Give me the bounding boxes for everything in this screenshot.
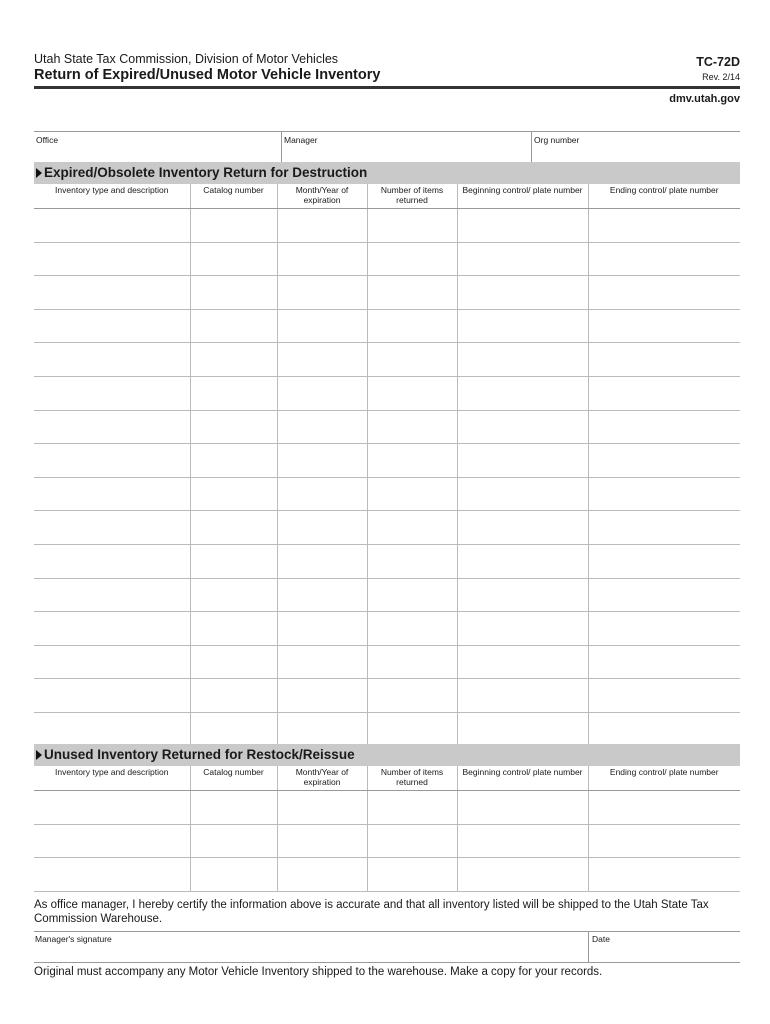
- table-cell[interactable]: [277, 276, 367, 310]
- table-cell[interactable]: [277, 410, 367, 444]
- table-cell[interactable]: [588, 209, 740, 243]
- table-row: [34, 791, 740, 825]
- table-cell[interactable]: [457, 645, 588, 679]
- column-header: Number of items returned: [367, 766, 457, 791]
- table-cell[interactable]: [190, 511, 277, 545]
- table-cell[interactable]: [367, 410, 457, 444]
- section-unused-title: Unused Inventory Returned for Restock/Reissue: [44, 747, 355, 762]
- table-cell[interactable]: [457, 511, 588, 545]
- managers-signature-field[interactable]: [34, 932, 588, 962]
- table-cell[interactable]: [190, 712, 277, 746]
- table-row: [34, 209, 740, 243]
- table-cell[interactable]: [190, 209, 277, 243]
- table-row: [34, 376, 740, 410]
- table-cell[interactable]: [457, 477, 588, 511]
- table-cell[interactable]: [367, 242, 457, 276]
- table-cell[interactable]: [277, 544, 367, 578]
- table-row: [34, 343, 740, 377]
- column-header: Inventory type and description: [34, 766, 190, 791]
- table-cell[interactable]: [457, 242, 588, 276]
- table-cell[interactable]: [367, 376, 457, 410]
- table-cell[interactable]: [367, 343, 457, 377]
- table-cell[interactable]: [34, 578, 190, 612]
- section-expired-title: Expired/Obsolete Inventory Return for Destruction: [44, 165, 368, 180]
- table-cell[interactable]: [34, 645, 190, 679]
- table-cell[interactable]: [457, 343, 588, 377]
- header-divider: [34, 86, 740, 89]
- table-cell[interactable]: [367, 477, 457, 511]
- table-cell[interactable]: [457, 209, 588, 243]
- table-cell[interactable]: [34, 343, 190, 377]
- table-row: [34, 578, 740, 612]
- table-cell[interactable]: [190, 679, 277, 713]
- table-cell[interactable]: [34, 477, 190, 511]
- table-cell[interactable]: [277, 858, 367, 892]
- table-cell[interactable]: [34, 791, 190, 825]
- table-cell[interactable]: [34, 444, 190, 478]
- table-cell[interactable]: [588, 410, 740, 444]
- table-cell[interactable]: [190, 343, 277, 377]
- table-cell[interactable]: [588, 824, 740, 858]
- table-row: [34, 858, 740, 892]
- table-cell[interactable]: [457, 444, 588, 478]
- table-cell[interactable]: [457, 544, 588, 578]
- table-cell[interactable]: [457, 858, 588, 892]
- table-cell[interactable]: [277, 444, 367, 478]
- table-cell[interactable]: [190, 612, 277, 646]
- table-cell[interactable]: [588, 242, 740, 276]
- table-cell[interactable]: [588, 276, 740, 310]
- table-cell[interactable]: [190, 410, 277, 444]
- table-cell[interactable]: [190, 477, 277, 511]
- triangle-right-icon: [36, 168, 42, 178]
- table-cell[interactable]: [277, 791, 367, 825]
- table-cell[interactable]: [34, 242, 190, 276]
- table-cell[interactable]: [367, 444, 457, 478]
- form-revision: Rev. 2/14: [702, 72, 740, 82]
- table-cell[interactable]: [367, 612, 457, 646]
- table-cell[interactable]: [34, 511, 190, 545]
- table-cell[interactable]: [277, 645, 367, 679]
- table-cell[interactable]: [588, 477, 740, 511]
- table-cell[interactable]: [190, 858, 277, 892]
- table-cell[interactable]: [588, 511, 740, 545]
- table-cell[interactable]: [277, 309, 367, 343]
- table-cell[interactable]: [277, 242, 367, 276]
- column-header: Beginning control/ plate number: [457, 766, 588, 791]
- table-row: [34, 276, 740, 310]
- table-row: [34, 444, 740, 478]
- table-cell[interactable]: [277, 612, 367, 646]
- table-cell[interactable]: [367, 824, 457, 858]
- agency-name: Utah State Tax Commission, Division of Motor Vehicles: [34, 52, 339, 66]
- table-cell[interactable]: [588, 544, 740, 578]
- manager-label: Manager: [284, 135, 318, 145]
- table-cell[interactable]: [367, 544, 457, 578]
- table-cell[interactable]: [457, 791, 588, 825]
- expired-inventory-table: [34, 184, 740, 747]
- table-cell[interactable]: [367, 645, 457, 679]
- table-cell[interactable]: [34, 612, 190, 646]
- table-cell[interactable]: [588, 791, 740, 825]
- table-cell[interactable]: [457, 276, 588, 310]
- table-row: [34, 544, 740, 578]
- table-cell[interactable]: [457, 578, 588, 612]
- table-cell[interactable]: [34, 544, 190, 578]
- table-row: [34, 679, 740, 713]
- table-cell[interactable]: [34, 209, 190, 243]
- table-cell[interactable]: [190, 376, 277, 410]
- org-number-label: Org number: [534, 135, 580, 145]
- table-cell[interactable]: [588, 645, 740, 679]
- form-number: TC-72D: [696, 55, 740, 69]
- table-cell[interactable]: [457, 612, 588, 646]
- table-cell[interactable]: [277, 578, 367, 612]
- table-cell[interactable]: [277, 209, 367, 243]
- office-info-fields: [34, 131, 740, 162]
- table-cell[interactable]: [588, 444, 740, 478]
- section-expired-header: [34, 162, 740, 184]
- table-cell[interactable]: [367, 858, 457, 892]
- table-cell[interactable]: [457, 410, 588, 444]
- table-cell[interactable]: [367, 276, 457, 310]
- table-cell[interactable]: [588, 712, 740, 746]
- table-cell[interactable]: [457, 679, 588, 713]
- table-row: [34, 612, 740, 646]
- table-cell[interactable]: [457, 376, 588, 410]
- table-cell[interactable]: [588, 679, 740, 713]
- table-cell[interactable]: [367, 578, 457, 612]
- unused-inventory-table: [34, 766, 740, 892]
- table-cell[interactable]: [367, 209, 457, 243]
- column-header: Month/Year of expiration: [277, 766, 367, 791]
- table-cell[interactable]: [588, 858, 740, 892]
- table-cell[interactable]: [190, 242, 277, 276]
- table-cell[interactable]: [277, 824, 367, 858]
- website-url: dmv.utah.gov: [669, 93, 740, 105]
- managers-signature-label: Manager's signature: [35, 934, 112, 944]
- table-cell[interactable]: [367, 679, 457, 713]
- table-cell[interactable]: [190, 578, 277, 612]
- table-cell[interactable]: [277, 679, 367, 713]
- table-cell[interactable]: [190, 645, 277, 679]
- table-cell[interactable]: [588, 578, 740, 612]
- table-row: [34, 712, 740, 746]
- office-label: Office: [36, 135, 59, 145]
- signature-row: [34, 931, 740, 963]
- column-header: Inventory type and description: [34, 184, 190, 209]
- table-cell[interactable]: [277, 376, 367, 410]
- date-field[interactable]: [588, 932, 740, 962]
- table-cell[interactable]: [588, 309, 740, 343]
- table-cell[interactable]: [588, 612, 740, 646]
- table-row: [34, 477, 740, 511]
- table-cell[interactable]: [190, 544, 277, 578]
- table-cell[interactable]: [34, 858, 190, 892]
- column-header: Ending control/ plate number: [588, 766, 740, 791]
- table-cell[interactable]: [34, 410, 190, 444]
- footer-note: Original must accompany any Motor Vehicle Inventory shipped to the warehouse. Make a copy for your records.: [34, 966, 603, 978]
- table-cell[interactable]: [367, 712, 457, 746]
- table-row: [34, 410, 740, 444]
- table-cell[interactable]: [457, 309, 588, 343]
- date-label: Date: [592, 934, 610, 944]
- column-header: Ending control/ plate number: [588, 184, 740, 209]
- manager-field[interactable]: [281, 132, 531, 162]
- column-header: Catalog number: [190, 184, 277, 209]
- table-row: [34, 242, 740, 276]
- table-row: [34, 824, 740, 858]
- table-cell[interactable]: [190, 791, 277, 825]
- table-cell[interactable]: [190, 309, 277, 343]
- table-cell[interactable]: [277, 712, 367, 746]
- table-row: [34, 309, 740, 343]
- table-cell[interactable]: [190, 824, 277, 858]
- table-cell[interactable]: [367, 511, 457, 545]
- table-cell[interactable]: [588, 376, 740, 410]
- table-cell[interactable]: [457, 824, 588, 858]
- form-title: Return of Expired/Unused Motor Vehicle Inventory: [34, 67, 381, 83]
- table-cell[interactable]: [277, 343, 367, 377]
- table-cell[interactable]: [367, 791, 457, 825]
- table-row: [34, 645, 740, 679]
- table-cell[interactable]: [367, 309, 457, 343]
- table-cell[interactable]: [190, 444, 277, 478]
- table-cell[interactable]: [588, 343, 740, 377]
- column-header: Catalog number: [190, 766, 277, 791]
- table-cell[interactable]: [190, 276, 277, 310]
- table-cell[interactable]: [34, 276, 190, 310]
- table-cell[interactable]: [277, 477, 367, 511]
- table-cell[interactable]: [34, 679, 190, 713]
- certification-statement: As office manager, I hereby certify the information above is accurate and that all inventory listed will be shipped to the Utah State Tax Commission Warehouse.: [34, 899, 709, 925]
- table-cell[interactable]: [34, 824, 190, 858]
- table-cell[interactable]: [457, 712, 588, 746]
- column-header: Beginning control/ plate number: [457, 184, 588, 209]
- table-cell[interactable]: [34, 376, 190, 410]
- triangle-right-icon: [36, 750, 42, 760]
- table-cell[interactable]: [34, 309, 190, 343]
- column-header: Month/Year of expiration: [277, 184, 367, 209]
- office-field[interactable]: [34, 132, 281, 162]
- org-number-field[interactable]: [531, 132, 740, 162]
- column-header: Number of items returned: [367, 184, 457, 209]
- table-cell[interactable]: [277, 511, 367, 545]
- table-row: [34, 511, 740, 545]
- table-cell[interactable]: [34, 712, 190, 746]
- section-unused-header: [34, 744, 740, 766]
